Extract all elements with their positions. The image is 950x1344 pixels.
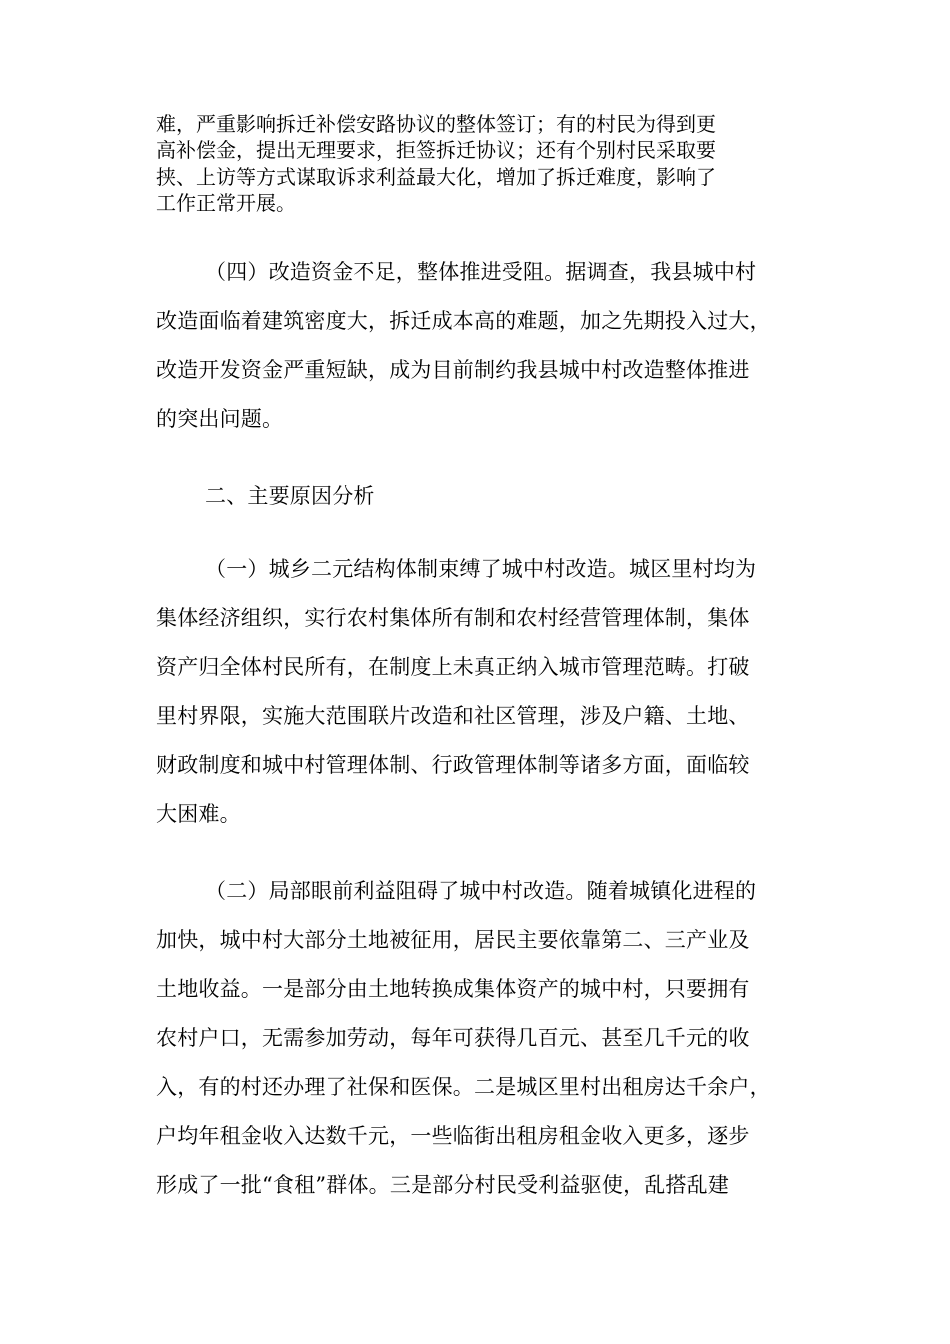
text-line: 大困难。: [156, 802, 241, 826]
text-line: 土地收益。一是部分由土地转换成集体资产的城中村，只要拥有: [156, 977, 750, 1001]
text-line: 的突出问题。: [156, 407, 284, 431]
text-line: 难，严重影响拆迁补偿安路协议的整体签订；有的村民为得到更: [156, 112, 716, 136]
text-line: 高补偿金，提出无理要求，拒签拆迁协议；还有个别村民采取要: [156, 138, 716, 162]
text-line: 资产归全体村民所有，在制度上未真正纳入城市管理范畴。打破: [156, 655, 750, 679]
text-line: 财政制度和城中村管理体制、行政管理体制等诸多方面，面临较: [156, 753, 750, 777]
text-line: （四）改造资金不足，整体推进受阻。据调查，我县城中村: [205, 260, 757, 284]
text-line: （一）城乡二元结构体制束缚了城中村改造。城区里村均为: [205, 557, 757, 581]
section-heading: 二、主要原因分析: [205, 484, 375, 508]
text-line: 改造开发资金严重短缺，成为目前制约我县城中村改造整体推进: [156, 358, 750, 382]
text-line: 改造面临着建筑密度大，拆迁成本高的难题，加之先期投入过大，: [156, 309, 771, 333]
text-line: 户均年租金收入达数千元，一些临街出租房租金收入更多，逐步: [156, 1124, 750, 1148]
text-line: 加快，城中村大部分土地被征用，居民主要依靠第二、三产业及: [156, 928, 750, 952]
text-line: 集体经济组织，实行农村集体所有制和农村经营管理体制，集体: [156, 606, 750, 630]
text-line: 农村户口，无需参加劳动，每年可获得几百元、甚至几千元的收: [156, 1026, 750, 1050]
text-line: （二）局部眼前利益阻碍了城中村改造。随着城镇化进程的: [205, 879, 757, 903]
text-line: 形成了一批“食租”群体。三是部分村民受利益驱使，乱搭乱建: [156, 1173, 730, 1197]
text-line: 工作正常开展。: [156, 191, 296, 215]
text-line: 里村界限，实施大范围联片改造和社区管理，涉及户籍、土地、: [156, 704, 750, 728]
text-line: 挟、上访等方式谋取诉求利益最大化，增加了拆迁难度，影响了: [156, 165, 716, 189]
text-line: 入，有的村还办理了社保和医保。二是城区里村出租房达千余户，: [156, 1075, 771, 1099]
